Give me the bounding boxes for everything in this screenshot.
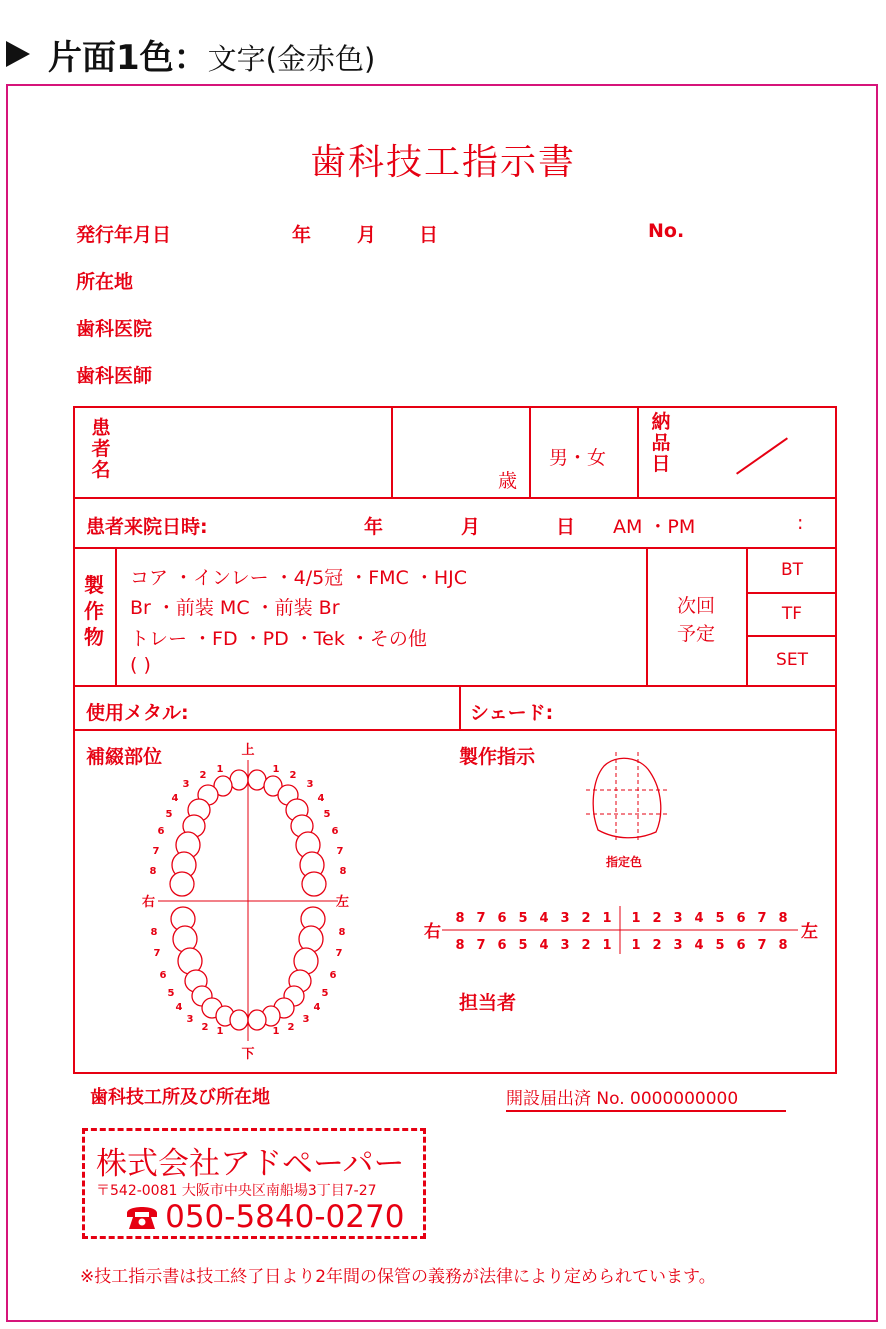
tooth-number: 4 <box>317 793 325 804</box>
lower-tooth <box>230 1010 248 1030</box>
visit-ampm: AM ・PM <box>613 516 696 538</box>
option-tf: TF <box>781 604 803 624</box>
tooth-number: 3 <box>186 1014 194 1025</box>
products-label: 製作物 <box>84 573 104 649</box>
lower-tooth <box>248 1010 266 1030</box>
lab-location-label: 歯科技工所及び所在地 <box>90 1087 270 1108</box>
tooth-number: 8 <box>339 866 347 877</box>
header-sub: 文字(金赤色) <box>207 42 376 76</box>
products-line-2: Br ・前装 MC ・前装 Br <box>130 597 340 619</box>
tooth-number-digit: 6 <box>736 911 746 926</box>
company-phone: 050-5840-0270 <box>165 1199 405 1235</box>
issue-day: 日 <box>419 224 439 246</box>
metal-label: 使用メタル: <box>86 702 189 724</box>
tooth-number-digit: 2 <box>652 911 662 926</box>
tooth-number: 6 <box>329 970 337 981</box>
crown-outline <box>593 758 661 837</box>
company-name: 株式会社アドペーパー <box>96 1146 405 1182</box>
tooth-number-digit: 5 <box>518 938 528 953</box>
tooth-number: 5 <box>167 988 175 999</box>
tooth-number-digit: 5 <box>518 911 528 926</box>
tooth-number: 8 <box>149 866 157 877</box>
patient-name-label: 患者名 <box>91 417 111 481</box>
tooth-number-digit: 4 <box>694 938 704 953</box>
tooth-number: 2 <box>199 770 207 781</box>
location-label: 所在地 <box>76 271 134 293</box>
numbering-digits <box>455 911 787 953</box>
crown-diagram <box>582 750 672 845</box>
tooth-number-digit: 5 <box>715 938 725 953</box>
company-phone-row <box>124 1199 404 1233</box>
tooth-number-digit: 6 <box>736 938 746 953</box>
instruction-label: 製作指示 <box>459 746 536 768</box>
issue-date-label: 発行年月日 <box>76 224 172 246</box>
table-divider <box>73 547 837 549</box>
triangle-icon <box>6 41 30 67</box>
numbering-left-label: 左 <box>801 922 818 942</box>
table-divider <box>115 547 117 686</box>
tooth-number-digit: 3 <box>560 911 570 926</box>
tooth-number: 5 <box>323 809 331 820</box>
tooth-number-digit: 3 <box>673 911 683 926</box>
option-set: SET <box>776 650 808 670</box>
products-line-1: コア ・インレー ・4/5冠 ・FMC ・HJC <box>130 567 468 589</box>
table-divider <box>459 685 461 730</box>
upper-jaw-label: 上 <box>241 743 255 758</box>
table-divider <box>746 635 837 637</box>
option-bt: BT <box>780 560 804 580</box>
form-title: 歯科技工指示書 <box>309 142 576 183</box>
tooth-number-digit: 6 <box>497 938 507 953</box>
tooth-number: 1 <box>272 1026 280 1037</box>
tooth-number: 5 <box>165 809 173 820</box>
table-divider <box>73 729 837 731</box>
tooth-number: 1 <box>272 764 280 775</box>
tooth-number-digit: 2 <box>652 938 662 953</box>
tooth-number-digit: 1 <box>602 911 612 926</box>
table-divider <box>646 547 648 686</box>
dentist-label: 歯科医師 <box>76 365 153 387</box>
products-line-4: ( ) <box>130 654 151 676</box>
table-divider <box>73 685 837 687</box>
tooth-number-digit: 4 <box>539 938 549 953</box>
age-label: 歳 <box>498 470 518 492</box>
tooth-number-digit: 1 <box>631 911 641 926</box>
tooth-numbering-chart <box>420 900 820 960</box>
repair-site-label: 補綴部位 <box>86 746 163 768</box>
clinic-label: 歯科医院 <box>76 318 153 340</box>
tooth-number: 2 <box>289 770 297 781</box>
chart-right-label: 右 <box>142 895 156 910</box>
shade-color-label: 指定色 <box>606 855 643 869</box>
tooth-number: 8 <box>338 927 346 938</box>
company-address: 〒542-0081 大阪市中央区南船場3丁目7-27 <box>96 1183 377 1199</box>
tooth-number: 8 <box>150 927 158 938</box>
numbering-right-label: 右 <box>424 922 441 942</box>
tooth-number: 2 <box>201 1022 209 1033</box>
tooth-number-digit: 8 <box>455 911 465 926</box>
tooth-number-digit: 1 <box>631 938 641 953</box>
delivery-date-label: 納品日 <box>651 411 671 475</box>
tooth-number-digit: 3 <box>673 938 683 953</box>
table-divider <box>746 592 837 594</box>
header-main: 片面1色： <box>48 38 208 78</box>
tooth-number-digit: 5 <box>715 911 725 926</box>
tooth-number-digit: 7 <box>757 938 767 953</box>
tooth-number-digit: 8 <box>778 938 788 953</box>
tooth-number-digit: 3 <box>560 938 570 953</box>
tooth-number-digit: 8 <box>455 938 465 953</box>
tooth-number-digit: 6 <box>497 911 507 926</box>
table-divider <box>391 406 393 498</box>
visit-day: 日 <box>556 516 576 538</box>
table-divider <box>73 497 837 499</box>
tooth-number-digit: 8 <box>778 911 788 926</box>
tooth-number-digit: 7 <box>476 938 486 953</box>
tooth-number: 4 <box>171 793 179 804</box>
tooth-number: 4 <box>175 1002 183 1013</box>
registration-number: 開設届出済 No. 0000000000 <box>506 1084 786 1112</box>
tooth-number: 6 <box>159 970 167 981</box>
tooth-number: 6 <box>331 826 339 837</box>
table-divider <box>637 406 639 498</box>
tooth-number: 1 <box>216 1026 224 1037</box>
tooth-number: 4 <box>313 1002 321 1013</box>
tooth-number-digit: 7 <box>757 911 767 926</box>
visit-year: 年 <box>364 516 384 538</box>
upper-tooth <box>170 872 194 896</box>
upper-tooth <box>302 872 326 896</box>
table-divider <box>529 406 531 498</box>
tooth-number: 7 <box>152 846 160 857</box>
dental-chart <box>140 738 360 1063</box>
shade-label: シェード: <box>470 702 554 724</box>
tooth-number: 5 <box>321 988 329 999</box>
legal-note: ※技工指示書は技工終了日より2年間の保管の義務が法律により定められています。 <box>80 1267 716 1287</box>
tooth-number: 6 <box>157 826 165 837</box>
upper-tooth <box>230 770 248 790</box>
tooth-number-digit: 1 <box>602 938 612 953</box>
tooth-number: 7 <box>153 948 161 959</box>
phone-icon <box>124 1201 160 1231</box>
tooth-number-digit: 4 <box>694 911 704 926</box>
tooth-number-digit: 2 <box>581 911 591 926</box>
next-appointment-label: 次回予定 <box>676 595 715 645</box>
tooth-number: 2 <box>287 1022 295 1033</box>
tooth-number-digit: 7 <box>476 911 486 926</box>
issue-year: 年 <box>292 224 312 246</box>
tooth-number: 3 <box>182 779 190 790</box>
staff-label: 担当者 <box>459 992 517 1014</box>
tooth-number-digit: 4 <box>539 911 549 926</box>
issue-month: 月 <box>357 224 377 246</box>
tooth-number: 7 <box>336 846 344 857</box>
products-line-3: トレー ・FD ・PD ・Tek ・その他 <box>130 628 427 650</box>
tooth-number-digit: 2 <box>581 938 591 953</box>
page-header <box>6 30 375 79</box>
chart-left-label: 左 <box>336 895 350 910</box>
tooth-number: 7 <box>335 948 343 959</box>
lower-jaw-label: 下 <box>241 1047 255 1062</box>
visit-time-colon: : <box>797 512 804 534</box>
form-number-label: No. <box>648 220 685 242</box>
visit-month: 月 <box>461 516 481 538</box>
visit-label: 患者来院日時: <box>86 516 208 538</box>
tooth-number: 3 <box>306 779 314 790</box>
sex-label: 男・女 <box>549 447 607 469</box>
tooth-number: 3 <box>302 1014 310 1025</box>
tooth-number: 1 <box>216 764 224 775</box>
upper-tooth <box>248 770 266 790</box>
